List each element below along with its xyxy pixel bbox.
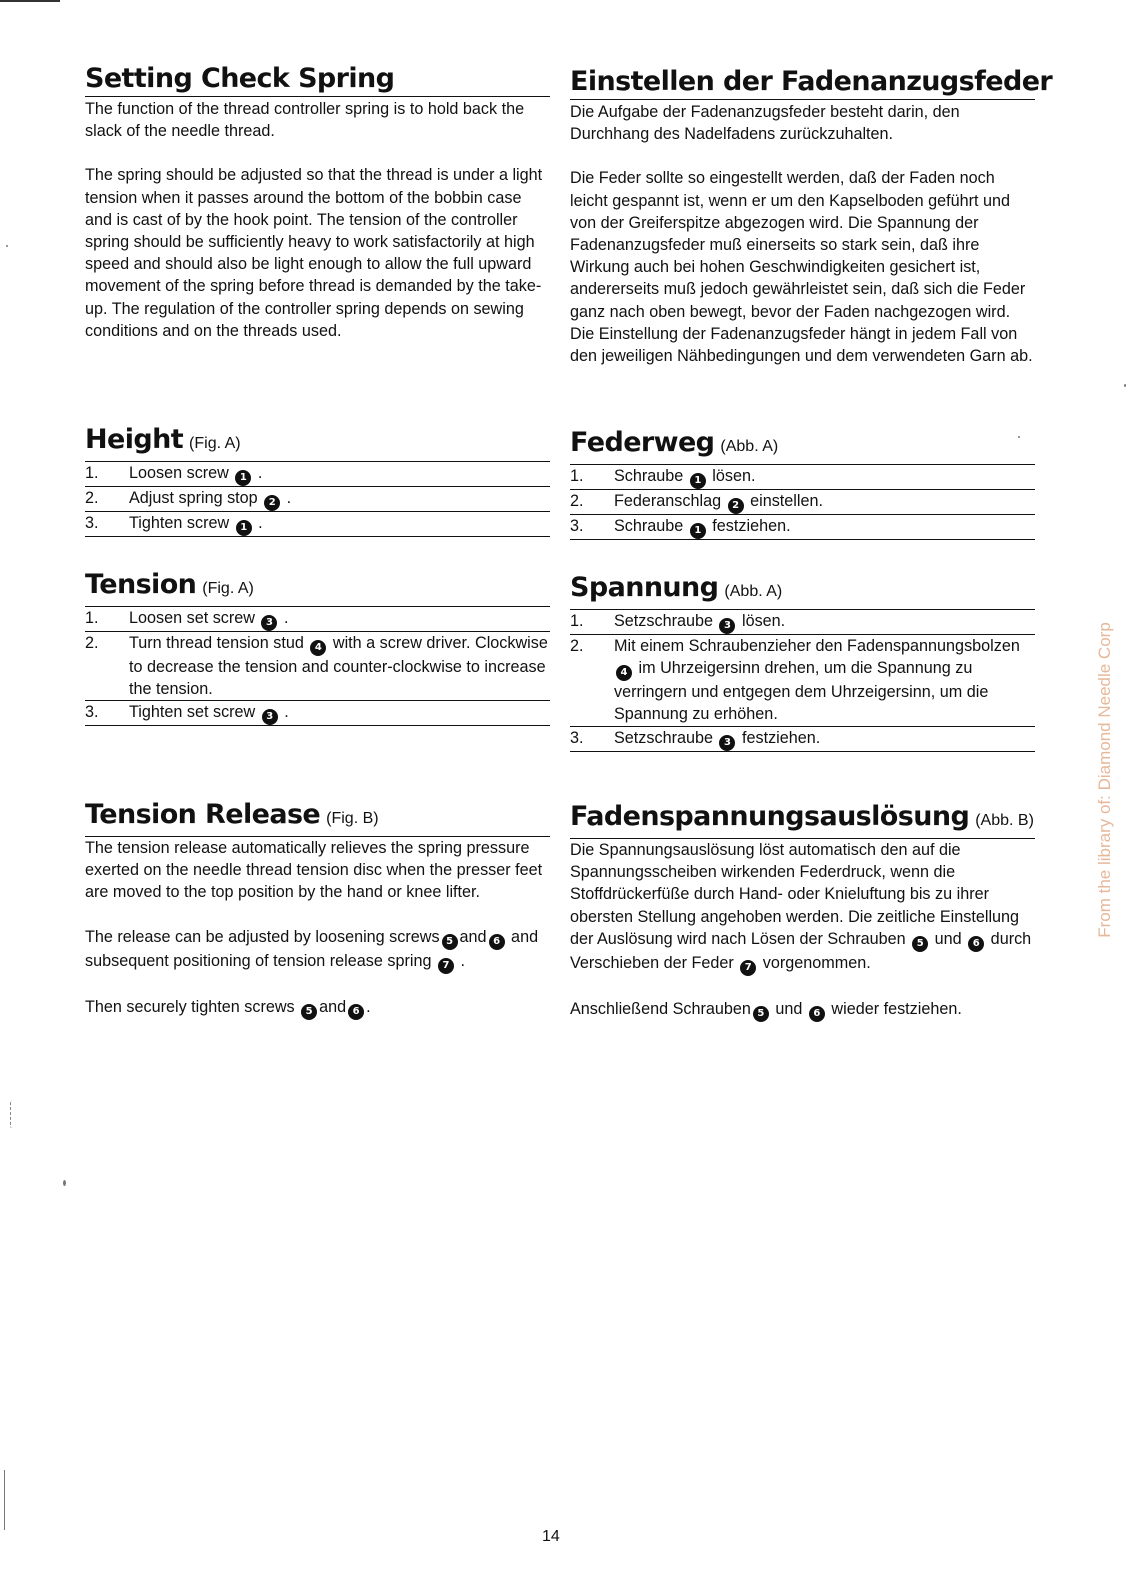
step-text bbox=[614, 465, 1035, 489]
title-text: Federweg bbox=[570, 427, 715, 458]
body-paragraph bbox=[570, 839, 1035, 976]
figure-reference: (Fig. A) bbox=[202, 580, 254, 597]
part-number-badge: 1 bbox=[690, 523, 706, 539]
body-paragraph: Die Feder sollte so eingestellt werden, daß der Faden noch leicht gespannt ist, wenn er um den Kapselboden geführt und von der Greiferspitze abgezogen wird. Die Spannung der Fadenanzugsfeder muß einerseits so stark sein, daß ihre Wirkung auch bei hohen Geschwindigkeiten gesichert ist, andererseits muß jedoch gewährleistet sein, daß sich die Feder ganz nach oben bewegt, bevor der Faden nachgezogen wird. Die Einstellung der Fadenanzugsfeder hängt in jedem Fall von den jeweiligen Nähbedingungen und dem verwendeten Garn ab. bbox=[570, 169, 1033, 366]
step-item bbox=[570, 515, 1035, 540]
step-tail: . bbox=[282, 489, 292, 507]
step-item bbox=[85, 462, 550, 487]
title-text: Tension Release bbox=[85, 799, 321, 830]
tighten-paragraph bbox=[570, 998, 1035, 1022]
step-item bbox=[570, 465, 1035, 490]
text-run: Die Spannungsauslösung löst automatisch den auf die Spannungsscheiben wirkenden Federdruck, wenn die Stoffdrückerfüße durch Hand- oder Knieluftung bis zu ihrer obersten Stellung angehoben werden. Die zeitliche Einstellung der Auslösung wird nach Lösen der Schrauben bbox=[570, 841, 1020, 948]
step-label: Federanschlag bbox=[614, 492, 722, 510]
part-number-badge: 3 bbox=[262, 709, 278, 725]
section-title bbox=[85, 424, 550, 462]
part-number-badge: 7 bbox=[438, 958, 454, 974]
step-number: 3. bbox=[85, 703, 99, 722]
steps-list bbox=[85, 607, 550, 726]
section-fadenspannungsausloesung bbox=[570, 801, 1035, 1022]
section-title bbox=[570, 572, 1035, 610]
title-text: Height bbox=[85, 424, 184, 455]
step-tail: festziehen. bbox=[737, 728, 821, 747]
step-label: Loosen screw bbox=[129, 464, 229, 482]
text-run: vorgenommen. bbox=[758, 953, 871, 972]
page-number: 14 bbox=[542, 1528, 560, 1545]
step-number: 3. bbox=[570, 517, 584, 535]
text-run: durch Verschieben der Feder bbox=[570, 929, 1032, 972]
step-number: 2. bbox=[570, 637, 584, 655]
section-title bbox=[85, 569, 550, 607]
body-paragraph: The tension release automatically relieves the spring pressure exerted on the needle thread tension disc when the presser feet are moved to the top position by the hand or knee lifter. bbox=[85, 839, 543, 902]
text-run: Anschließend Schrauben bbox=[570, 999, 751, 1018]
text-run: und bbox=[770, 999, 807, 1018]
text-run: and bbox=[459, 927, 487, 946]
step-item bbox=[85, 632, 550, 701]
top-edge-rule bbox=[0, 0, 60, 2]
step-text bbox=[614, 490, 1035, 514]
section-spannung bbox=[570, 572, 1035, 752]
section-title bbox=[85, 63, 550, 97]
figure-reference: (Abb. A) bbox=[724, 583, 783, 600]
body-paragraph: The spring should be adjusted so that the thread is under a light tension when it passes around the bottom of the bobbin case and is cast of by the hook point. The tension of the controller spring should be sufficiently heavy to work satisfactorily at high speed and should also be light enough to allow the full upward movement of the spring before thread is demanded by the take-up. The regulation of the controller spring depends on sewing conditions and on the threads used. bbox=[85, 166, 543, 340]
part-number-badge: 6 bbox=[489, 934, 505, 950]
step-label: Loosen set screw bbox=[129, 609, 255, 627]
step-label: Adjust spring stop bbox=[129, 489, 258, 507]
step-label: Turn thread tension stud bbox=[129, 634, 304, 652]
step-text bbox=[614, 635, 1035, 726]
text-run: wieder festziehen. bbox=[826, 999, 962, 1018]
steps-list bbox=[570, 610, 1035, 752]
section-setting-check-spring bbox=[85, 63, 550, 342]
part-number-badge: 5 bbox=[912, 936, 928, 952]
scan-smudge bbox=[10, 1100, 51, 1128]
step-item bbox=[85, 512, 550, 537]
part-number-badge: 2 bbox=[264, 495, 280, 511]
library-watermark bbox=[1090, 590, 1120, 970]
step-tail: with a screw driver. Clockwise to decrease the tension and counter-clockwise to increase the tension. bbox=[129, 634, 548, 699]
step-label: Setzschraube bbox=[614, 728, 713, 747]
part-number-badge: 3 bbox=[719, 618, 735, 634]
step-tail: lösen. bbox=[707, 467, 756, 485]
step-number: 2. bbox=[570, 492, 584, 510]
intro-paragraph: The function of the thread controller spring is to hold back the slack of the needle thread. bbox=[85, 100, 525, 141]
section-tension-release bbox=[85, 799, 550, 1020]
title-text: Fadenspannungsauslösung bbox=[570, 801, 970, 832]
step-text bbox=[614, 727, 1035, 751]
section-einstellen-fadenanzugsfeder bbox=[570, 66, 1053, 367]
step-text bbox=[129, 632, 550, 700]
step-tail: festziehen. bbox=[707, 517, 791, 535]
step-tail: im Uhrzeigersinn drehen, um die Spannung zu verringern und entgegen dem Uhrzeigersinn, um die Spannung zu erhöhen. bbox=[614, 659, 989, 724]
scan-speck bbox=[63, 1180, 66, 1186]
step-text bbox=[129, 487, 550, 511]
step-text bbox=[129, 462, 550, 486]
figure-reference: (Fig. B) bbox=[326, 810, 379, 827]
part-number-badge: 4 bbox=[616, 665, 632, 681]
step-number: 1. bbox=[85, 464, 99, 482]
part-number-badge: 3 bbox=[719, 735, 735, 751]
step-item bbox=[570, 490, 1035, 515]
step-text bbox=[129, 512, 550, 536]
tighten-paragraph bbox=[85, 996, 550, 1020]
step-tail: einstellen. bbox=[745, 492, 823, 510]
section-height bbox=[85, 424, 550, 537]
figure-reference: (Abb. A) bbox=[720, 438, 779, 455]
text-run: und bbox=[930, 929, 967, 948]
title-text: Setting Check Spring bbox=[85, 63, 395, 94]
step-number: 3. bbox=[570, 728, 584, 747]
step-item bbox=[85, 607, 550, 632]
text-run: . bbox=[366, 997, 371, 1016]
step-number: 2. bbox=[85, 634, 99, 652]
title-text: Einstellen der Fadenanzugsfeder bbox=[570, 66, 1053, 97]
scan-speck bbox=[1124, 384, 1126, 387]
step-tail: . bbox=[279, 703, 289, 722]
section-title bbox=[85, 799, 550, 837]
section-tension bbox=[85, 569, 550, 726]
step-item bbox=[570, 727, 1035, 752]
step-tail: . bbox=[253, 514, 263, 532]
figure-reference: (Abb. B) bbox=[975, 812, 1034, 829]
part-number-badge: 1 bbox=[690, 473, 706, 489]
scan-speck bbox=[4, 1470, 5, 1530]
part-number-badge: 1 bbox=[236, 520, 252, 536]
part-number-badge: 1 bbox=[235, 470, 251, 486]
adjust-paragraph bbox=[85, 926, 550, 974]
step-label: Schraube bbox=[614, 467, 684, 485]
part-number-badge: 4 bbox=[310, 640, 326, 656]
text-run: Then securely tighten screws bbox=[85, 997, 295, 1016]
step-item bbox=[570, 635, 1035, 727]
part-number-badge: 6 bbox=[968, 936, 984, 952]
step-item bbox=[570, 610, 1035, 635]
step-tail: . bbox=[253, 464, 263, 482]
step-number: 1. bbox=[570, 467, 584, 485]
part-number-badge: 6 bbox=[348, 1004, 364, 1020]
title-text: Spannung bbox=[570, 572, 719, 603]
part-number-badge: 7 bbox=[740, 960, 756, 976]
part-number-badge: 6 bbox=[809, 1006, 825, 1022]
steps-list bbox=[85, 462, 550, 537]
step-label: Schraube bbox=[614, 517, 684, 535]
part-number-badge: 5 bbox=[442, 934, 458, 950]
section-title bbox=[570, 66, 1053, 100]
step-label: Tighten screw bbox=[129, 514, 230, 532]
section-federweg bbox=[570, 427, 1035, 540]
step-item bbox=[85, 701, 550, 726]
part-number-badge: 5 bbox=[301, 1004, 317, 1020]
text-run: and bbox=[319, 997, 347, 1016]
text-run: and subsequent positioning of tension release spring bbox=[85, 927, 539, 970]
part-number-badge: 3 bbox=[261, 615, 277, 631]
figure-reference: (Fig. A) bbox=[189, 435, 241, 452]
step-number: 1. bbox=[85, 609, 99, 627]
steps-list bbox=[570, 465, 1035, 540]
watermark-text: From the library of: Diamond Needle Corp bbox=[1095, 622, 1114, 938]
step-number: 1. bbox=[570, 612, 584, 630]
step-text bbox=[129, 607, 550, 631]
part-number-badge: 2 bbox=[728, 498, 744, 514]
text-run: . bbox=[455, 951, 465, 970]
section-title bbox=[570, 427, 1035, 465]
step-label: Setzschraube bbox=[614, 612, 713, 630]
step-number: 2. bbox=[85, 489, 99, 507]
part-number-badge: 5 bbox=[753, 1006, 769, 1022]
step-text bbox=[614, 610, 1035, 634]
step-text bbox=[129, 701, 550, 725]
title-text: Tension bbox=[85, 569, 197, 600]
scan-speck bbox=[1018, 436, 1020, 438]
step-number: 3. bbox=[85, 514, 99, 532]
step-label: Mit einem Schraubenzieher den Fadenspannungsbolzen bbox=[614, 637, 1020, 655]
step-item bbox=[85, 487, 550, 512]
step-tail: . bbox=[279, 609, 289, 627]
text-run: The release can be adjusted by loosening screws bbox=[85, 927, 440, 946]
step-tail: lösen. bbox=[737, 612, 786, 630]
section-title bbox=[570, 801, 1035, 839]
intro-paragraph: Die Aufgabe der Fadenanzugsfeder besteht darin, den Durchhang des Nadelfadens zurückzuhalten. bbox=[570, 103, 960, 144]
step-text bbox=[614, 515, 1035, 539]
scan-speck bbox=[6, 245, 8, 247]
step-label: Tighten set screw bbox=[129, 703, 256, 722]
